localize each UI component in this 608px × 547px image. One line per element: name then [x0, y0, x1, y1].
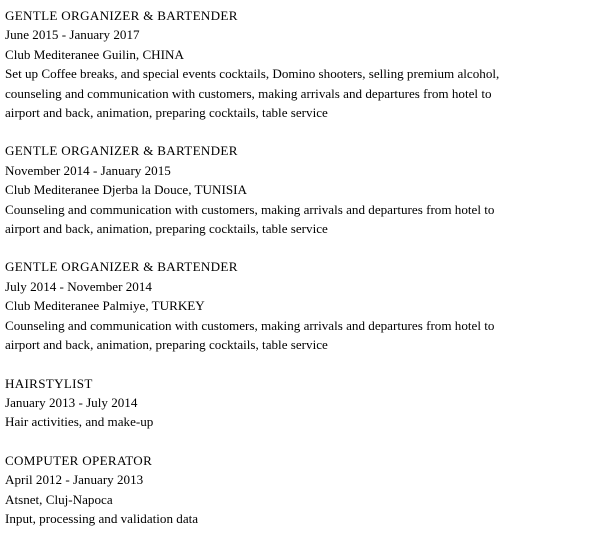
job-description-line: airport and back, animation, preparing cocktails, table service: [5, 337, 328, 353]
job-description-line: Counseling and communication with customers, making arrivals and departures from hotel to: [5, 317, 495, 333]
experience-entry: [5, 6, 605, 122]
job-description-line: airport and back, animation, preparing cocktails, table service: [5, 105, 328, 121]
job-title: GENTLE ORGANIZER & BARTENDER: [5, 8, 238, 23]
experience-entry: [5, 451, 605, 529]
job-title: COMPUTER OPERATOR: [5, 452, 153, 468]
job-place: Club Mediteranee Djerba la Douce, TUNISIA: [5, 182, 247, 198]
job-description-line: Input, processing and validation data: [5, 510, 199, 526]
job-dates: July 2014 - November 2014: [5, 278, 152, 294]
job-dates: January 2013 - July 2014: [5, 394, 138, 410]
job-title: GENTLE ORGANIZER & BARTENDER: [5, 259, 238, 275]
job-dates: April 2012 - January 2013: [5, 472, 144, 488]
experience-entry: [5, 257, 605, 354]
job-description-line: Hair activities, and make-up: [5, 414, 154, 430]
job-description-line: Counseling and communication with customers, making arrivals and departures from hotel to: [5, 201, 495, 217]
experience-list: [5, 6, 605, 547]
job-dates: November 2014 - January 2015: [5, 162, 171, 178]
job-description-line: airport and back, animation, preparing cocktails, table service: [5, 221, 328, 237]
job-title: GENTLE ORGANIZER & BARTENDER: [5, 143, 238, 159]
job-description-line: counseling and communication with customers, making arrivals and departures from hotel to: [5, 85, 492, 101]
experience-entry: [5, 374, 605, 432]
job-description-line: Set up Coffee breaks, and special events cocktails, Domino shooters, selling premium alcohol,: [5, 66, 500, 82]
job-dates: June 2015 - January 2017: [5, 27, 140, 43]
job-place: Club Mediteranee Guilin, CHINA: [5, 46, 184, 62]
job-place: Atsnet, Cluj-Napoca: [5, 491, 113, 507]
job-title: HAIRSTYLIST: [5, 375, 93, 391]
job-place: Club Mediteranee Palmiye, TURKEY: [5, 298, 205, 314]
experience-entry: [5, 141, 605, 238]
